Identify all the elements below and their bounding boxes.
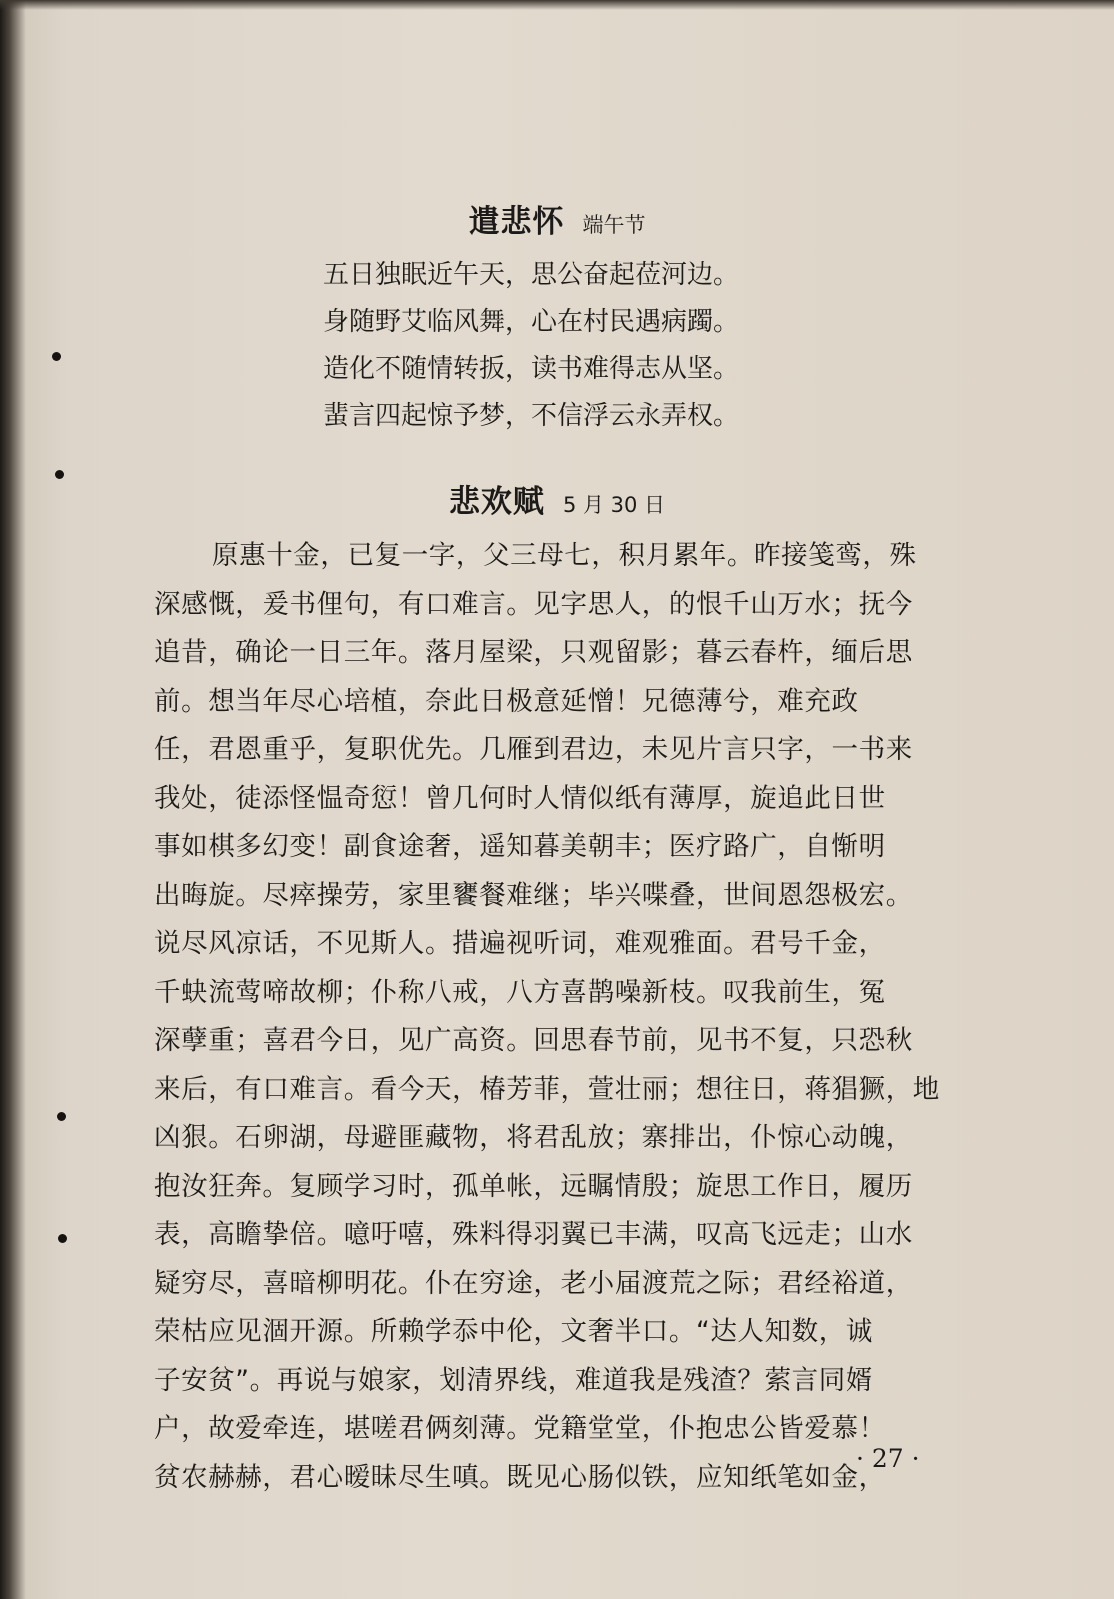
prose-line: 前。想当年尽心培植，奈此日极意延憎！兄德薄兮，难充政 [154, 685, 859, 717]
top-edge-shadow [0, 0, 1114, 10]
poem-line: 五日独眠近午天，思公奋起莅河边。 [323, 260, 740, 290]
prose-line: 凶狠。石卵湖，母避匪藏物，将君乱放；寨排岀，仆惊心动魄， [154, 1122, 913, 1153]
prose-line: 疑穷尽，喜暗柳明花。仆在穷途，老小届渡荒之际；君经裕道， [154, 1267, 913, 1299]
prose-subtitle: 5 月 30 日 [562, 493, 666, 517]
prose-line: 说尽风凉话，不见斯人。措遍视听词，难观雅面。君号千金， [154, 928, 886, 959]
binding-hole [52, 352, 61, 361]
prose-line: 出晦旋。尽瘁操劳，家里饔餐难继；毕兴喋叠，世间恩怨极宏。 [154, 879, 913, 911]
prose-line: 抱汝狂奔。复顾学习时，孤单帐，远瞩情殷；旋思工作日，履历 [154, 1170, 913, 1202]
prose-line: 来后，有口难言。看今天，椿芳菲，萱壮丽；想往日，蒋猖獗，地 [154, 1073, 940, 1105]
prose-line: 户，故爱牵连，堪嗟君俩刻薄。党籍堂堂，仆抱忠公皆爱慕！ [154, 1413, 886, 1444]
prose-line: 我处，徒添怪愠奇愆！曾几何时人情似纸有薄厚，旋追此日世 [154, 782, 886, 814]
prose-title-block [0, 476, 1114, 521]
prose-line: 深孽重；喜君今日，见广高资。回思春节前，见书不复，只恐秋 [154, 1025, 913, 1056]
poem-title: 遣悲怀 [468, 204, 565, 240]
poem-line: 身随野艾临风舞，心在村民遇病躅。 [323, 307, 740, 337]
prose-line: 子安贫”。再说与娘家，划清界线，难道我是残渣？萦言同婿 [154, 1364, 873, 1396]
prose-line: 荣枯应见涸开源。所赖学忝中伦，文奢半口。“达人知数，诚 [154, 1316, 873, 1347]
page-number: · 27 · [856, 1444, 920, 1473]
prose-line: 表，高瞻挚倍。噫吁嘻，殊料得羽翼已丰满，叹高飞远走；山水 [154, 1219, 913, 1250]
prose-body [154, 532, 994, 1502]
poem-line: 造化不随情转扳，读书难得志从坚。 [323, 354, 740, 384]
poem-subtitle: 端午节 [582, 213, 646, 237]
prose-line: 任，君恩重乎，复职优先。几雁到君边，未见片言只字，一书来 [154, 734, 913, 765]
prose-line: 千蚗流莺啼故柳；仆称八戒，八方喜鹊噪新枝。叹我前生，冤 [154, 976, 886, 1008]
binding-hole [58, 1234, 67, 1243]
prose-line: 事如棋多幻变！副食途奢，遥知暮美朝丰；医疗路广，自惭明 [154, 831, 886, 862]
prose-title: 悲欢赋 [448, 484, 545, 520]
poem-line: 蜚言四起惊予梦，不信浮云永弄权。 [323, 401, 740, 431]
poem-body [323, 252, 883, 440]
prose-line: 追昔，确论一日三年。落月屋梁，只观留影；暮云春杵，缅后思 [154, 637, 913, 668]
prose-line: 深感慨，爰书俚句，有口难言。见字思人，的恨千山万水；抚今 [154, 588, 913, 620]
poem-title-block [0, 196, 1114, 241]
prose-line: 原惠十金，已复一字，父三母七，积月累年。昨接笺鸾，殊 [212, 540, 917, 571]
binding-hole [57, 1112, 66, 1121]
prose-line: 贫农赫赫，君心暧昧尽生嗔。既见心肠似铁，应知纸笔如金， [154, 1461, 886, 1493]
